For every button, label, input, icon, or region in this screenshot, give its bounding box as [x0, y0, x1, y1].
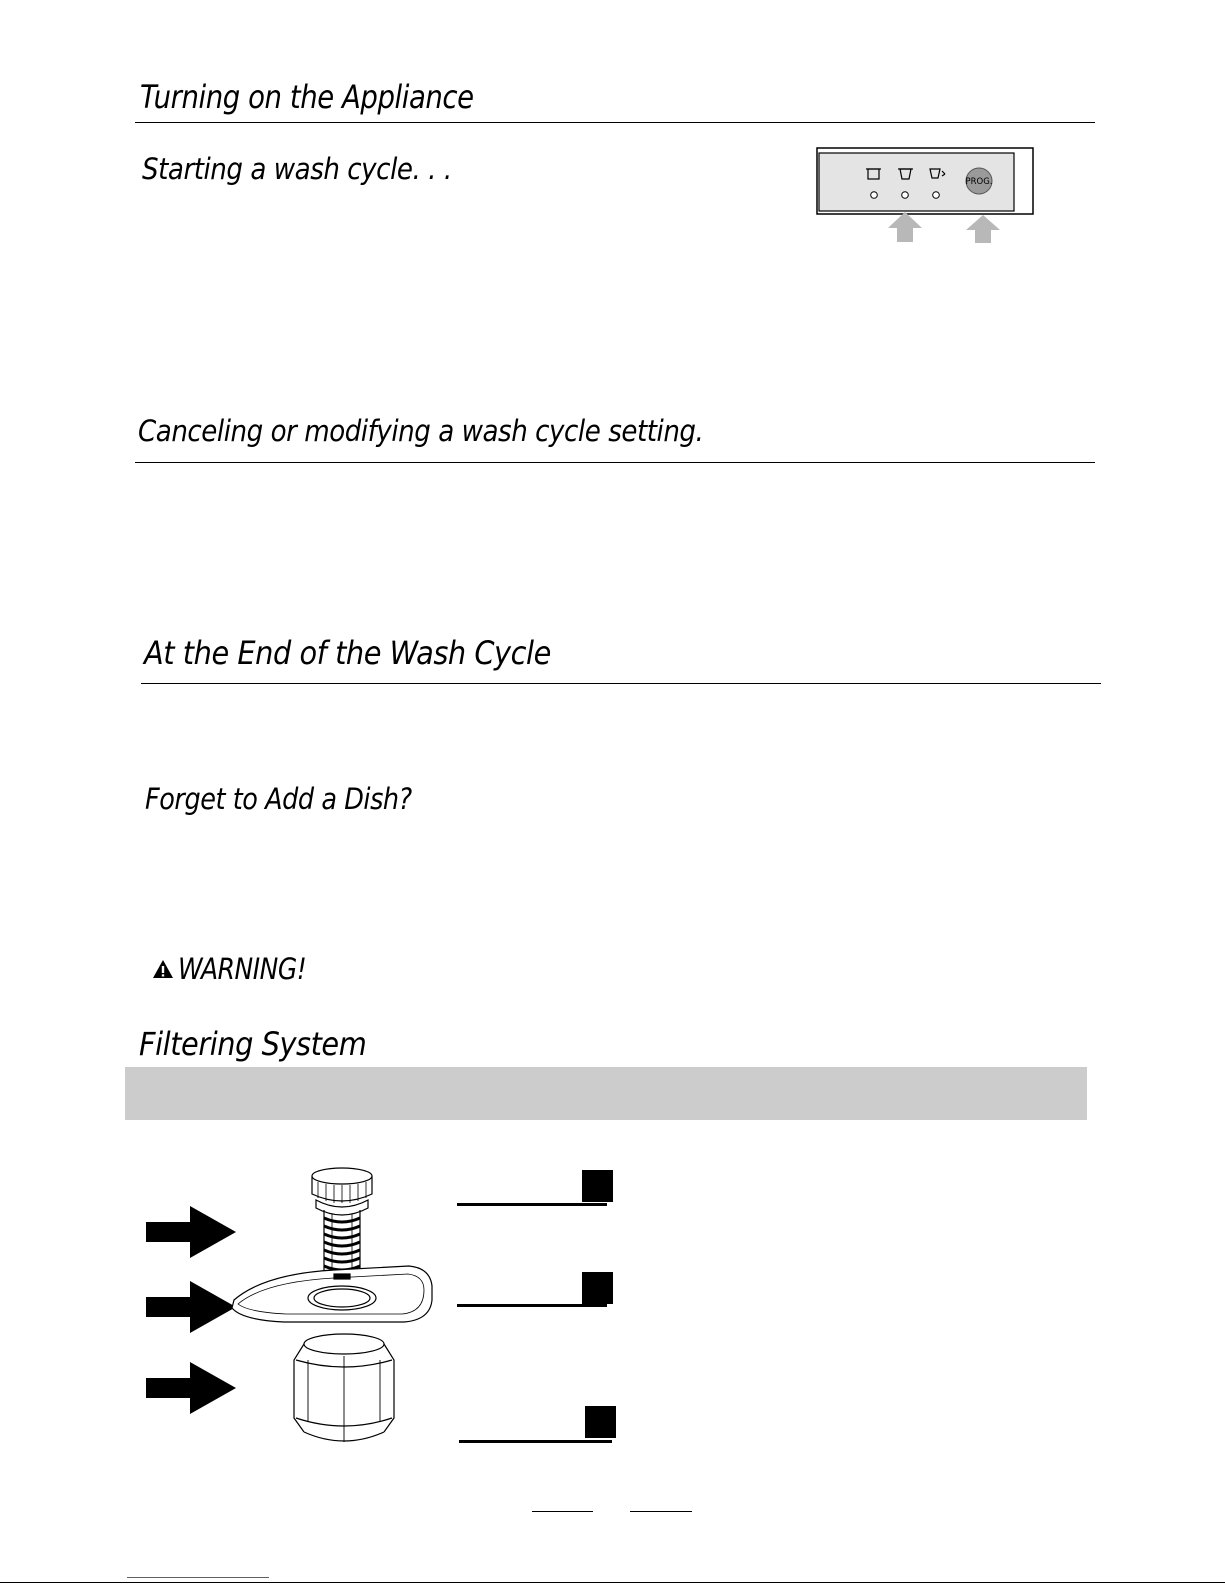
indicator-light-1 — [871, 192, 878, 199]
filter-info-band — [125, 1067, 1087, 1120]
heading-filtering-system: Filtering System — [139, 1025, 367, 1063]
arrow-right-icon-3 — [146, 1362, 236, 1414]
control-panel-illustration — [814, 144, 1044, 248]
footer-rule — [0, 1582, 1225, 1583]
heading-canceling: Canceling or modifying a wash cycle setting. — [138, 414, 704, 448]
callout-box-2 — [582, 1272, 613, 1304]
callout-line-1 — [457, 1203, 607, 1206]
warning-label: WARNING! — [178, 952, 307, 986]
arrow-right-icon-1 — [146, 1206, 236, 1258]
heading-turning-on: Turning on the Appliance — [140, 78, 474, 116]
filter-cap — [312, 1168, 372, 1215]
indicator-light-3 — [933, 192, 940, 199]
flat-filter — [232, 1266, 432, 1322]
heading-starting-cycle: Starting a wash cycle. . . — [142, 152, 452, 186]
callout-box-1 — [582, 1170, 613, 1202]
fine-filter — [294, 1334, 394, 1442]
warning-triangle-icon — [150, 956, 176, 982]
bottom-line-left — [532, 1511, 593, 1512]
heading-forget-dish: Forget to Add a Dish? — [145, 782, 412, 816]
callout-line-2 — [457, 1304, 607, 1307]
callout-box-3 — [585, 1406, 616, 1438]
heading-end-cycle: At the End of the Wash Cycle — [144, 634, 551, 672]
filter-assembly-illustration — [224, 1160, 446, 1460]
divider-end-cycle — [141, 683, 1101, 684]
footer-link-underline[interactable] — [127, 1577, 269, 1578]
indicator-light-2 — [902, 192, 909, 199]
divider-turning-on — [135, 122, 1095, 123]
prog-button-label: PROG. — [965, 177, 993, 187]
callout-line-3 — [459, 1440, 612, 1443]
pointer-arrow-indicators — [888, 212, 922, 242]
arrow-right-icon-2 — [146, 1281, 236, 1333]
bottom-line-right — [630, 1511, 692, 1512]
warning-heading — [150, 952, 327, 986]
pointer-arrow-prog — [966, 215, 1000, 243]
divider-canceling — [135, 462, 1095, 463]
